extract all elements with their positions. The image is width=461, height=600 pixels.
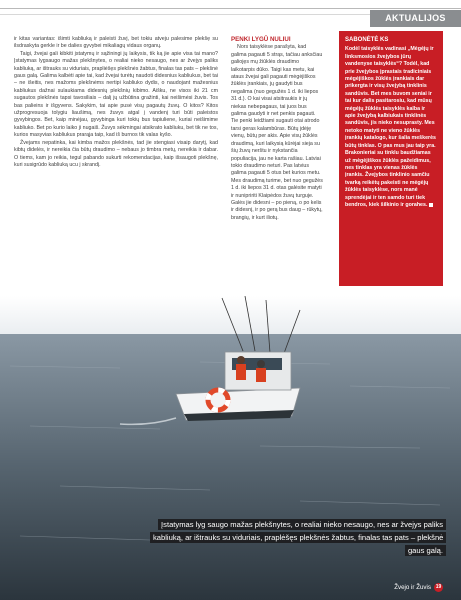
page-number: 19 [435,584,442,590]
top-rule [0,8,461,9]
paragraph: Žvejams nepatinka, kai kimba mažos plekšnės, tad jie stengiasi visaip darytį, kad kibtų didelės, ir nereikia čia būtų draudimo – nebaus jo timbra metų, nereikia ir dabar. O tiems, kam jo reikia, tegul pabando sukurti rekomendacijas, kaip išsaugoti plekšnę, kuri susigrūdo kabliuką ucu į skrandį. [14,139,218,168]
subheading: PENKI LYGŪ NULIUI [231,36,291,43]
end-mark-icon [429,203,433,207]
paragraph: Taigi, žvejai gali kibkiti įstatymų ir sąžiningi jų laikysis, tik ką jie apie visa tai mano? Įstatymas lygsaugo mažas plekšnytes, o realiai nieko nesaugo, nes ar žvejys paliks kabliuką, ar ištrauks su viduriais, prapliėšęs plekšnės žabtus, finalas tas pats – plekšnė gaus galą. Galima kalbėti apie tai, kad žvejai turėtų naudoti didesnius kabliukus, bet tai – ne išeitis, nes mažoms plekšnėms nertipi kabliuko dydis, o naudojant mažesnius kabliukus dažnai sulaukiama didesnių plekšnių kibimo. Aišku, ne visos iki 21 cm sugautos plekšnės tapsi tavosiliais – dalį jų užbūtina gražinti, kai neišimėsi žuvis. Tos bas palieins ir išgyvens. Sakykim, tai apie pusė visų pagautų žuvų. O kitos? Kitos užprogresuoja tolygiu liaušimą, nes žuvys atgal į vandenį turi būti paleistos gyvybingos. Bet, kaip minėjau, gyvybinga kuri tokių bus tapiuliene, kuriai neišimime kabliuko. Bet po kurio laiko ji nugaiš. Žuvys sėkmingai atsikrato kabliuku, bet tik ne tos, kurios masyvias kabliukus prarąja taip, kad iš burnos tik valas kyšo. [14,50,218,139]
paragraph: ir kitas variantas: išimti kabliuką ir paleisti žuvį, bet tokiu atveju palesime plekšę su ilsdraskyta gerkle ir be dalies gyvybei mikaliagų vidaus organų. [14,36,218,50]
article-column-2 [231,36,323,222]
article-column-1 [14,36,218,169]
sidebar-heading: SABONĖTĖ KS [345,37,389,43]
paragraph: Nors taisyklėse parašyta, kad galima pagauti 5 strąs, tačiau anksčiau galiojęs mų žiūklės draudimo laikotarpis dūko. Taigi kas metu, kai ataus žvejai gali pagauti mėgėjiškos žūklės įrankiais, jų gaudyti bus negalima (nuo gegužės 1 d. iki liepos 31 d.). O kai visai atsitraukis ir jų niekas nebepagaus, tai juos bus galima gaudyti ir net penkis pagauti. Tie penki leidžiami sugauti otai atrodo tarsi geras kalambūras. Būtų įdėję vienų, būtų per akis. Apie visų žūklės draudimą, kuri laikysią kūrėjai sieja su šių žuvų nerštu ir nykstančia populiacija, jau ne karta rašiau. Latviai tokio draudimo neturi. Pas latvius galima pagauti 5 otus bet kurios metu. Mes draudimą turime, bet nuo gegužės 1 d. iki liepos 31 d. otas galėsite matyti ir nunipririti Klaipėdos žuvų turguje. Galės jie didesni – po pieną, o po kelis ir didesnį, ir po gerą bus daug – rūkytų, brangių, ir kurt iliotų. [231,44,323,221]
page-footer [394,583,443,592]
section-label: AKTUALIJOS [370,10,461,27]
photo-caption: Įstatymas lyg saugo mažas plekšnytes, o realiai nieko nesaugo, nes ar žvejys paliks kabliuką, ar ištrauks su viduriais, praplėšęs plekšnės žabtus, finalas tas pats – plekšnė gaus galą. [150,518,446,557]
magazine-name: Žvejo ir Žuvis [394,584,431,591]
sidebar-box [339,31,443,286]
sidebar-text: Kodėl taisyklės vadinasi „Mėgėjų ir linksmosios žvejybos jūrų vandenyse taisyklės“? Todėl, kad prie žvejybos įprastais tradiciniais mėgėjiškos žūklės įrankiais dar prikergta ir visų žvejybą tinklinis sandūvis. Bet mes buvom seniai ir tai kur dalis pasitarosiu, kad mūsų mėgėjų žūklės taisyklės kalba ir apie žvejybą kalbiukais tinklinės sandūvis, jis nieko nesuprasty. Mes netoko matyti ne vieno žūklės įrankių katalogo, kur šalia meškerės būtų tinklas. O pas mus jau taip yra. Brakonieriai su tinklu baudžiamas už mėgėjiškos žūklės pažeidimus, nes tinklas yra vienas žūklės įrankis. Žvejybos tinklinio samčiu tvarką reikėtų pakeisti ne mėgėjų žūklės taisyklėse, nors manė sprendėjai ir ten samdo turi tiek bendros, kiek šilkinio ir gorahes. [345,46,436,208]
